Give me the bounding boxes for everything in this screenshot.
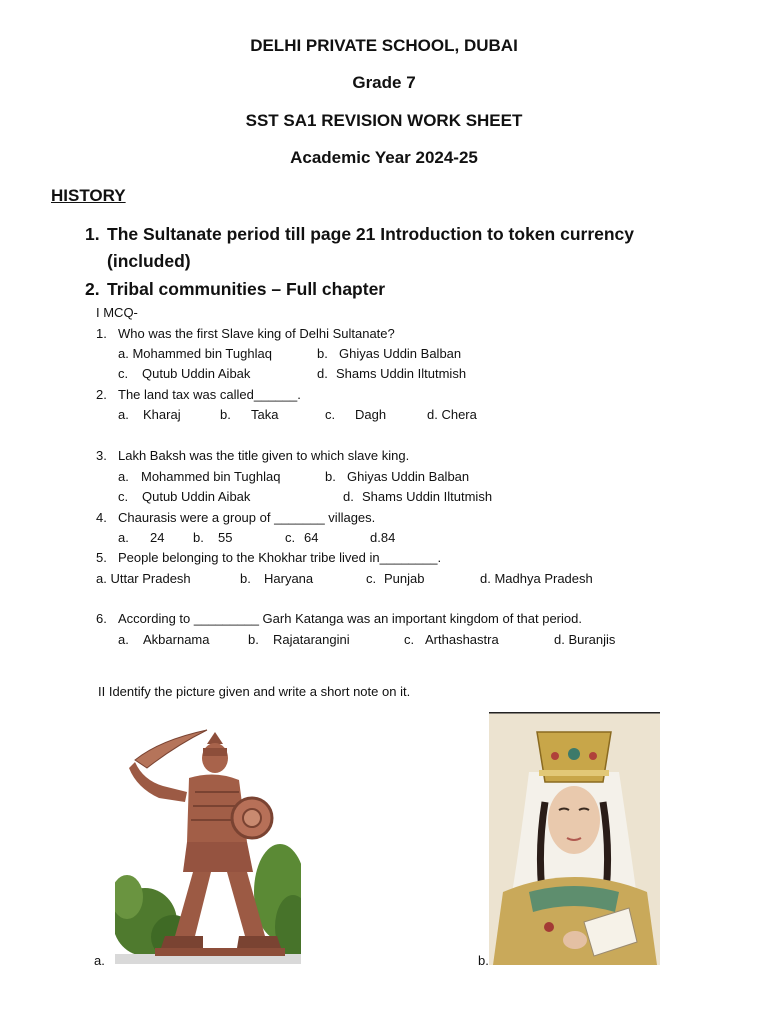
grade: Grade 7 <box>352 73 416 92</box>
option: Taka <box>251 407 279 422</box>
option: Qutub Uddin Aibak <box>142 366 251 381</box>
option: a. Uttar Pradesh <box>96 571 191 586</box>
option-letter: c. <box>118 489 129 504</box>
option: Shams Uddin Iltutmish <box>336 366 467 381</box>
option-letter: d. <box>343 489 354 504</box>
question-text: According to _________ Garh Katanga was an important kingdom of that period. <box>118 611 582 626</box>
option: Kharaj <box>143 407 181 422</box>
option-letter: c. <box>404 632 415 647</box>
topic-1-line2: (included) <box>107 251 191 271</box>
option: Qutub Uddin Aibak <box>142 489 251 504</box>
option: 64 <box>304 530 319 545</box>
option: d. Madhya Pradesh <box>480 571 593 586</box>
picture-label-b: b. <box>478 953 489 968</box>
option-letter: c. <box>366 571 377 586</box>
picture-label-a: a. <box>94 953 105 968</box>
question-text: Lakh Baksh was the title given to which slave king. <box>118 448 410 463</box>
topic-1-line1: The Sultanate period till page 21 Introduction to token currency <box>107 224 635 244</box>
option: Ghiyas Uddin Balban <box>339 346 462 361</box>
question-number: 4. <box>96 510 107 525</box>
option-letter: b. <box>317 346 328 361</box>
option-letter: c. <box>285 530 296 545</box>
option-letter: b. <box>325 469 336 484</box>
queen-portrait-image <box>489 712 660 965</box>
option-letter: c. <box>118 366 129 381</box>
question-number: 2. <box>96 387 107 402</box>
question-number: 1. <box>96 326 107 341</box>
option: Dagh <box>355 407 387 422</box>
option: Ghiyas Uddin Balban <box>347 469 470 484</box>
identify-heading: II Identify the picture given and write a short note on it. <box>98 684 411 699</box>
option: Mohammed bin Tughlaq <box>141 469 281 484</box>
option: Akbarnama <box>143 632 210 647</box>
option-letter: a. <box>118 632 129 647</box>
option-letter: a. <box>118 469 129 484</box>
question-text: Who was the first Slave king of Delhi Sultanate? <box>118 326 395 341</box>
option-letter: a. <box>118 530 129 545</box>
warrior-statue-image <box>115 722 301 964</box>
option: Haryana <box>264 571 314 586</box>
option-letter: b. <box>193 530 204 545</box>
sheet-title: SST SA1 REVISION WORK SHEET <box>245 111 523 130</box>
question-number: 3. <box>96 448 107 463</box>
option: Punjab <box>384 571 425 586</box>
option: Arthashastra <box>425 632 499 647</box>
academic-year: Academic Year 2024-25 <box>290 148 478 167</box>
topic-2-line1: Tribal communities – Full chapter <box>107 279 386 299</box>
topic-number: 2. <box>85 279 100 299</box>
option: 24 <box>150 530 165 545</box>
question-text: People belonging to the Khokhar tribe lived in________. <box>118 550 442 565</box>
option: d.84 <box>370 530 396 545</box>
mcq-heading: I MCQ- <box>96 305 138 320</box>
option-letter: b. <box>240 571 251 586</box>
option-letter: c. <box>325 407 336 422</box>
option-letter: b. <box>220 407 231 422</box>
section-heading: HISTORY <box>51 186 126 205</box>
option: d. Buranjis <box>554 632 616 647</box>
option: Shams Uddin Iltutmish <box>362 489 493 504</box>
option: d. Chera <box>427 407 477 422</box>
option: a. Mohammed bin Tughlaq <box>118 346 272 361</box>
option-letter: b. <box>248 632 259 647</box>
question-text: Chaurasis were a group of _______ villages. <box>118 510 376 525</box>
option: 55 <box>218 530 233 545</box>
school-name: DELHI PRIVATE SCHOOL, DUBAI <box>250 36 518 55</box>
option-letter: d. <box>317 366 328 381</box>
question-number: 6. <box>96 611 107 626</box>
option: Rajatarangini <box>273 632 350 647</box>
question-text: The land tax was called______. <box>118 387 301 402</box>
topic-number: 1. <box>85 224 100 244</box>
question-number: 5. <box>96 550 107 565</box>
option-letter: a. <box>118 407 129 422</box>
